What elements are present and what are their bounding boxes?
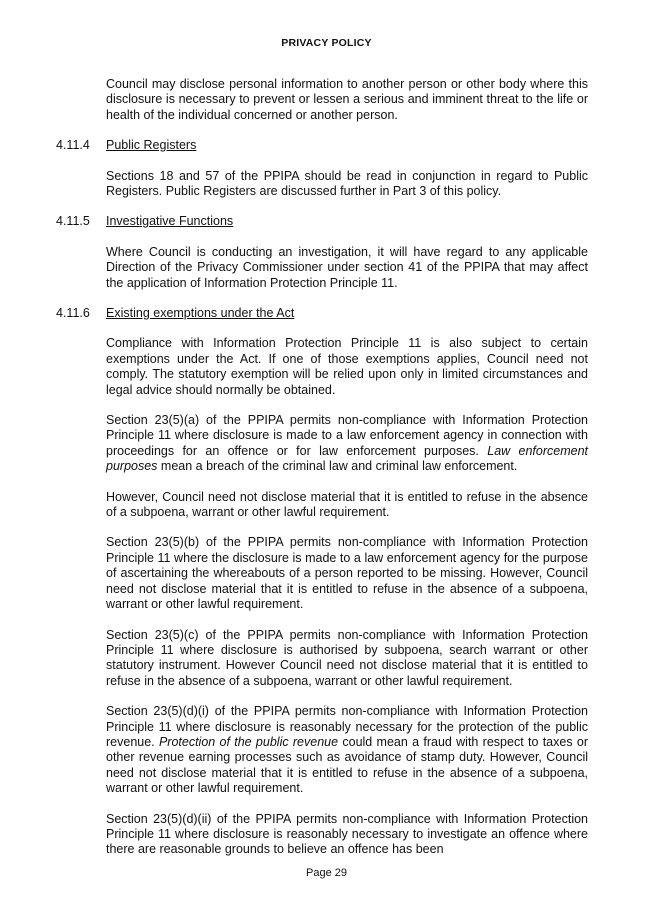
public-registers-paragraph: Sections 18 and 57 of the PPIPA should be read in conjunction in regard to Public Registers. Public Registers are discussed further in Part 3 of this policy. [106, 168, 588, 199]
section-title: Existing exemptions under the Act [106, 306, 295, 321]
section-heading-public-registers [0, 138, 653, 153]
section-number: 4.11.4 [56, 138, 90, 153]
investigative-functions-paragraph: Where Council is conducting an investigation, it will have regard to any applicable Direction of the Privacy Commissioner under section 41 of the PPIPA that may affect the application of Information Protection Principle 11. [106, 244, 588, 290]
section-title: Investigative Functions [106, 214, 234, 229]
document-body [0, 77, 653, 873]
page-header-title: PRIVACY POLICY [281, 37, 372, 49]
paragraph-text: could mean a fraud with respect to taxes or other revenue earning processes such as avoidance of stamp duty. However, Council need not disclose material that it is entitled to refuse in the absence of a subpoena, warrant or other lawful requirement. [106, 734, 588, 796]
section-number: 4.11.6 [56, 306, 90, 321]
page-number: Page 29 [306, 867, 347, 879]
exemptions-paragraph-7: Section 23(5)(d)(ii) of the PPIPA permits non-compliance with Information Protection Principle 11 where disclosure is reasonably necessary to investigate an offence where there are reasonable grounds to believe an offence has been [106, 811, 588, 857]
section-number: 4.11.5 [56, 214, 90, 229]
exemptions-paragraph-2 [106, 413, 588, 475]
section-title: Public Registers [106, 138, 197, 153]
paragraph-text: mean a breach of the criminal law and criminal law enforcement. [157, 459, 518, 474]
exemptions-paragraph-5: Section 23(5)(c) of the PPIPA permits non-compliance with Information Protection Principle 11 where disclosure is authorised by subpoena, search warrant or other statutory instrument. However Council need not disclose material that it is entitled to refuse in the absence of a subpoena, warrant or other lawful requirement. [106, 627, 588, 688]
section-heading-investigative-functions [0, 214, 653, 229]
defined-term: Law enforcement purposes [106, 443, 589, 474]
exemptions-paragraph-4: Section 23(5)(b) of the PPIPA permits non-compliance with Information Protection Principle 11 where the disclosure is made to a law enforcement agency for the purpose of ascertaining the whereabouts of a person reported to be missing. However, Council need not disclose material that it is entitled to refuse in the absence of a subpoena, warrant or other lawful requirement. [106, 535, 588, 612]
intro-paragraph: Council may disclose personal information to another person or other body where this disclosure is necessary to prevent or lessen a serious and imminent threat to the life or health of the individual concerned or another person. [106, 77, 588, 122]
section-heading-existing-exemptions [0, 306, 653, 321]
exemptions-paragraph-3: However, Council need not disclose material that it is entitled to refuse in the absence of a subpoena, warrant or other lawful requirement. [106, 489, 588, 520]
paragraph-text: Section 23(5)(a) of the PPIPA permits non-compliance with Information Protection Principle 11 where disclosure is made to a law enforcement agency in connection with proceedings for an offence or for law enforcement purposes. [106, 413, 588, 458]
defined-term: Protection of the public revenue [158, 734, 339, 749]
exemptions-paragraph-1: Compliance with Information Protection Principle 11 is also subject to certain exemptions under the Act. If one of those exemptions applies, Council need not comply. The statutory exemption will be relied upon only in limited circumstances and legal advice should normally be obtained. [106, 336, 588, 397]
exemptions-paragraph-6 [106, 704, 588, 796]
paragraph-text: Section 23(5)(d)(i) of the PPIPA permits non-compliance with Information Protection Principle 11 where disclosure is reasonably necessary for the protection of the public revenue. [106, 704, 588, 749]
